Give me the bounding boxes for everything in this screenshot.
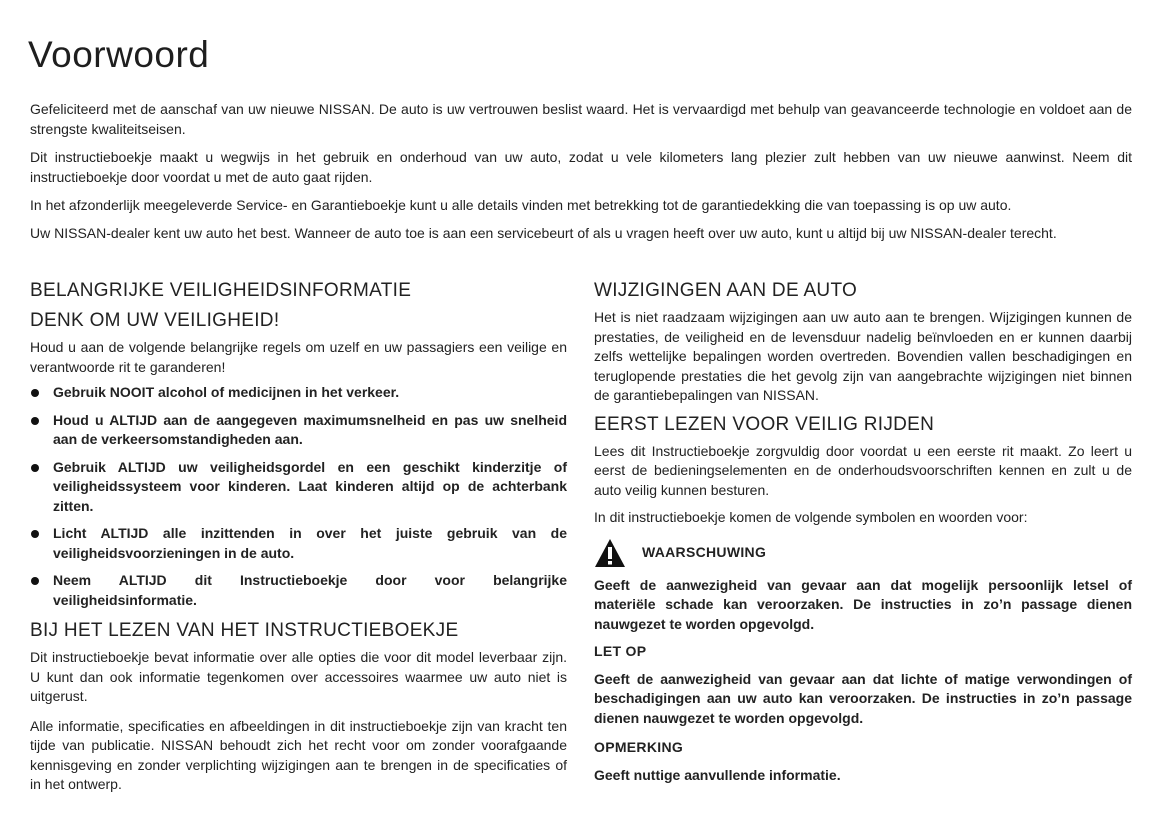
list-item <box>30 411 567 450</box>
caution-text: Geeft de aanwezigheid van gevaar aan dat lichte of matige verwondingen of beschadigingen aan uw auto kan veroorzaken. De instructies in zo’n passage dienen nauwgezet te worden opgevolgd. <box>594 670 1132 726</box>
safety-rules-list <box>30 383 567 610</box>
first-read-paragraph-1: Lees dit Instructieboekje zorgvuldig door voordat u een eerste rit maakt. Zo leert u eerst de bedieningselementen en de onderhoudsvoorschriften kennen en zult u de auto veilig kunnen besturen. <box>594 442 1132 498</box>
safety-subheading: DENK OM UW VEILIGHEID! <box>30 310 280 331</box>
intro-paragraph: Dit instructieboekje maakt u wegwijs in het gebruik en onderhoud van uw auto, zodat u vele kilometers lang plezier zult hebben van uw nieuwe aanwinst. Neem dit instructieboekje door voordat u met de auto gaat rijden. <box>30 149 1132 185</box>
intro-paragraph: Uw NISSAN-dealer kent uw auto het best. Wanneer de auto toe is aan een servicebeurt of als u vragen heeft over uw auto, kunt u altijd bij uw NISSAN-dealer terecht. <box>30 225 1057 241</box>
reading-paragraph-2: Alle informatie, specificaties en afbeeldingen in dit instructieboekje zijn van kracht ten tijde van publicatie. NISSAN behoudt zich het recht voor om zonder voorafgaande kennisgeving en zonder verplichting wijzigingen aan te brengen in de specificaties of in het ontwerp. <box>30 717 567 792</box>
warning-header <box>594 536 1132 570</box>
intro-section <box>30 99 1132 251</box>
bullet-dot-icon <box>31 417 39 425</box>
warning-label: WAARSCHUWING <box>642 543 767 560</box>
caution-label: LET OP <box>594 643 647 659</box>
list-item <box>30 524 567 563</box>
first-read-paragraph-2: In dit instructieboekje komen de volgende symbolen en woorden voor: <box>594 509 1028 525</box>
intro-paragraph: In het afzonderlijk meegeleverde Service- en Garantieboekje kunt u alle details vinden met betrekking tot de garantiedekking die van toepassing is op uw auto. <box>30 197 1012 213</box>
reading-heading: BIJ HET LEZEN VAN HET INSTRUCTIEBOEKJE <box>30 620 459 641</box>
rule-text: Gebruik NOOIT alcohol of medicijnen in het verkeer. <box>53 384 400 400</box>
right-column <box>594 278 1132 785</box>
note-text: Geeft nuttige aanvullende informatie. <box>594 766 841 783</box>
rule-text: Neem ALTIJD dit Instructieboekje door voor belangrijke veiligheidsinformatie. <box>53 572 567 608</box>
left-column <box>30 278 567 795</box>
intro-paragraph: Gefeliciteerd met de aanschaf van uw nieuwe NISSAN. De auto is uw vertrouwen beslist waard. Het is vervaardigd met behulp van geavanceerde technologie en voldoet aan de strengste kwaliteitseisen. <box>30 101 1132 137</box>
list-item <box>30 571 567 610</box>
rule-text: Licht ALTIJD alle inzittenden in over het juiste gebruik van de veiligheidsvoorzieningen in de auto. <box>53 525 567 561</box>
safety-heading: BELANGRIJKE VEILIGHEIDSINFORMATIE <box>30 280 412 301</box>
first-read-heading: EERST LEZEN VOOR VEILIG RIJDEN <box>594 413 935 435</box>
reading-paragraph-1: Dit instructieboekje bevat informatie over alle opties die voor dit model leverbaar zijn. U kunt dan ook informatie tegenkomen over accessoires waarmee uw auto niet is uitgerust. <box>30 649 567 704</box>
bullet-dot-icon <box>31 577 39 585</box>
warning-text: Geeft de aanwezigheid van gevaar aan dat mogelijk persoonlijk letsel of materiële schade kan veroorzaken. De instructies in zo’n passage dienen nauwgezet te worden opgevolgd. <box>594 576 1132 632</box>
note-label: OPMERKING <box>594 739 684 755</box>
page-title: Voorwoord <box>28 34 210 75</box>
warning-triangle-icon <box>594 538 626 568</box>
bullet-dot-icon <box>31 389 39 397</box>
list-item <box>30 383 567 403</box>
changes-paragraph: Het is niet raadzaam wijzigingen aan uw auto aan te brengen. Wijzigingen kunnen de prestaties, de veiligheid en de levensduur nadelig beïnvloeden en er kunnen daarbij zelfs wettelijke bepalingen worden overtreden. Bovendien vallen beschadigingen en teruglopende prestaties die het gevolg zijn van aangebrachte wijzigingen niet binnen de garantiebepalingen van NISSAN. <box>594 309 1132 403</box>
safety-intro: Houd u aan de volgende belangrijke regels om uzelf en uw passagiers een veilige en verantwoorde rit te garanderen! <box>30 339 567 375</box>
changes-heading: WIJZIGINGEN AAN DE AUTO <box>594 280 858 301</box>
bullet-dot-icon <box>31 530 39 538</box>
list-item <box>30 458 567 517</box>
bullet-dot-icon <box>31 464 39 472</box>
rule-text: Gebruik ALTIJD uw veiligheidsgordel en een geschikt kinderzitje of veiligheidssysteem voor kinderen. Laat kinderen altijd op de achterbank zitten. <box>53 458 567 514</box>
rule-text: Houd u ALTIJD aan de aangegeven maximumsnelheid en pas uw snelheid aan de verkeersomstandigheden aan. <box>53 411 567 447</box>
